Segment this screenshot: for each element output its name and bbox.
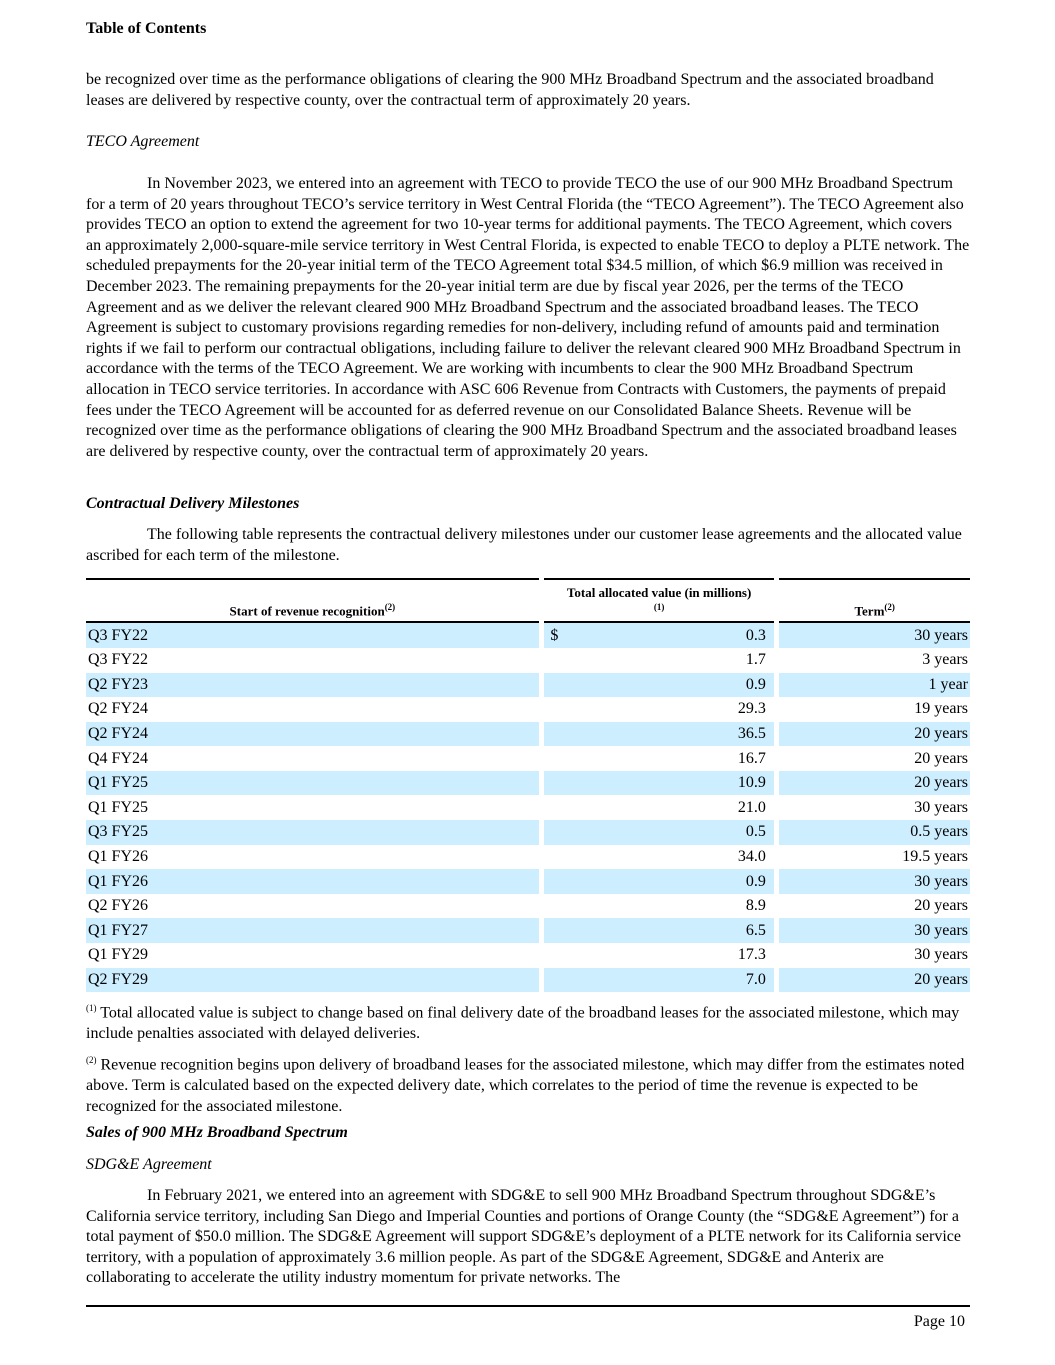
cell-start: Q2 FY24	[88, 700, 149, 718]
table-row	[86, 869, 970, 894]
teco-paragraph: In November 2023, we entered into an agreement with TECO to provide TECO the use of our 900 MHz Broadband Spectrum for a term of 20 years throughout TECO’s service territory in West Central Florida (the “TECO Agreement”). The TECO Agreement also provides TECO an option to extend the agreement for two 10-year terms for additional payments. The TECO Agreement, which covers an approximately 2,000-square-mile service territory in West Central Florida, is expected to enable TECO to deploy a PLTE network. The scheduled prepayments for the 20-year initial term of the TECO Agreement total $34.5 million, of which $6.9 million was received in December 2023. The remaining prepayments for the 20-year initial term are due by fiscal year 2026, per the terms of the TECO Agreement and as we deliver the relevant cleared 900 MHz Broadband Spectrum and the associated broadband leases. The TECO Agreement is subject to customary provisions regarding remedies for non-delivery, including refund of amounts paid and termination rights if we fail to perform our contractual obligations, including failure to deliver the relevant cleared 900 MHz Broadband Spectrum in accordance with the terms of the TECO Agreement. We are working with incumbents to clear the 900 MHz Broadband Spectrum allocation in TECO service territories. In accordance with ASC 606 Revenue from Contracts with Customers, the payments of prepaid fees under the TECO Agreement will be accounted for as deferred revenue on our Consolidated Balance Sheets. Revenue will be recognized over time as the performance obligations of clearing the 900 MHz Broadband Spectrum and the associated broadband leases are delivered by respective county, over the contractual term of approximately 20 years.	[86, 175, 970, 460]
cell-term: 19.5 years	[902, 847, 968, 865]
table-row	[86, 968, 970, 993]
sdge-heading: SDG&E Agreement	[86, 1156, 212, 1173]
table-header-row	[86, 578, 970, 623]
cell-start: Q2 FY24	[86, 722, 539, 747]
table-row	[86, 918, 970, 943]
table-row	[86, 697, 970, 722]
cell-start: Q3 FY25	[86, 820, 539, 845]
table-of-contents-link[interactable]: Table of Contents	[86, 20, 207, 37]
cell-start: Q1 FY25	[86, 771, 539, 796]
cell-start: Q1 FY27	[86, 918, 539, 943]
cell-value: 6.5	[544, 918, 773, 943]
cell-value: $ 0.3	[544, 623, 773, 648]
table-row	[86, 648, 970, 673]
cell-term: 1 year	[779, 673, 970, 698]
cell-term: 30 years	[914, 798, 968, 816]
cell-value: 1.7	[745, 651, 766, 669]
footer-rule	[86, 1305, 970, 1307]
cell-start: Q4 FY24	[88, 749, 149, 767]
cell-start: Q1 FY25	[88, 798, 149, 816]
milestones-heading: Contractual Delivery Milestones	[86, 495, 300, 512]
cell-start: Q1 FY26	[86, 869, 539, 894]
currency-symbol: $	[550, 626, 559, 644]
cell-value: 21.0	[737, 798, 766, 816]
cell-term: 20 years	[914, 749, 968, 767]
continuation-paragraph: be recognized over time as the performance obligations of clearing the 900 MHz Broadband Spectrum and the associated broadband leases are delivered by respective county, over the contractual term of approximately 20 years.	[86, 71, 934, 109]
cell-term: 30 years	[779, 869, 970, 894]
cell-term: 30 years	[779, 623, 970, 648]
header-start: Start of revenue recognition$^{(2)}$	[86, 578, 539, 623]
teco-heading: TECO Agreement	[86, 133, 200, 150]
cell-start: Q2 FY26	[88, 897, 149, 915]
table-row	[86, 845, 970, 870]
footnote-2: $^{(2)}$ Revenue recognition begins upon delivery of broadband leases for the associated milestone, which may differ from the estimates noted above. Term is calculated based on the expected delivery date, which correlates to the period of time the revenue is expected to be recognized for the associated milestone.	[86, 1055, 965, 1115]
cell-value: 34.0	[737, 847, 766, 865]
cell-value: 0.5	[544, 820, 773, 845]
cell-start: Q3 FY22	[88, 651, 149, 669]
cell-term: 20 years	[779, 771, 970, 796]
table-row	[86, 943, 970, 968]
table-row	[86, 673, 970, 698]
table-row	[86, 746, 970, 771]
cell-value: 29.3	[737, 700, 766, 718]
cell-start: Q1 FY29	[88, 946, 149, 964]
cell-start: Q2 FY23	[86, 673, 539, 698]
cell-value: 8.9	[745, 897, 766, 915]
cell-start: Q3 FY22	[86, 623, 539, 648]
cell-value: 7.0	[544, 968, 773, 993]
cell-term: 3 years	[922, 651, 968, 669]
sdge-paragraph: In February 2021, we entered into an agreement with SDG&E to sell 900 MHz Broadband Spectrum throughout SDG&E’s California service territory, including San Diego and Imperial Counties and portions of Orange County (the “SDG&E Agreement”) for a total payment of $50.0 million. The SDG&E Agreement will support SDG&E’s deployment of a PLTE network for its California service territory, with a population of approximately 3.6 million people. As part of the SDG&E Agreement, SDG&E and Anterix are collaborating to accelerate the utility industry momentum for private networks. The	[86, 1187, 961, 1287]
table-row	[86, 795, 970, 820]
cell-value: 0.9	[544, 673, 773, 698]
cell-term: 20 years	[779, 968, 970, 993]
cell-value: 36.5	[544, 722, 773, 747]
milestones-table	[86, 578, 970, 992]
footnote-1: $^{(1)}$ Total allocated value is subject to change based on final delivery date of the broadband leases for the associated milestone, which may include penalties associated with delayed deliveries.	[86, 1003, 960, 1042]
table-row	[86, 771, 970, 796]
cell-start: Q2 FY29	[86, 968, 539, 993]
page-number: Page 10	[913, 1313, 965, 1330]
header-term: Term$^{(2)}$	[779, 578, 970, 623]
cell-term: 30 years	[779, 918, 970, 943]
cell-start: Q1 FY26	[88, 847, 149, 865]
cell-value: 10.9	[544, 771, 773, 796]
table-row	[86, 623, 970, 648]
cell-value: 0.9	[544, 869, 773, 894]
milestones-intro: The following table represents the contractual delivery milestones under our customer lease agreements and the allocated value ascribed for each term of the milestone.	[86, 526, 962, 564]
cell-term: 20 years	[914, 897, 968, 915]
cell-term: 30 years	[914, 946, 968, 964]
sales-heading: Sales of 900 MHz Broadband Spectrum	[86, 1124, 348, 1141]
table-row	[86, 722, 970, 747]
header-value: Total allocated value (in millions)$^{(1)}$	[544, 578, 773, 623]
cell-term: 0.5 years	[779, 820, 970, 845]
cell-value: 17.3	[737, 946, 766, 964]
cell-value: 16.7	[737, 749, 766, 767]
table-row	[86, 820, 970, 845]
table-row	[86, 894, 970, 919]
cell-term: 19 years	[914, 700, 968, 718]
cell-term: 20 years	[779, 722, 970, 747]
